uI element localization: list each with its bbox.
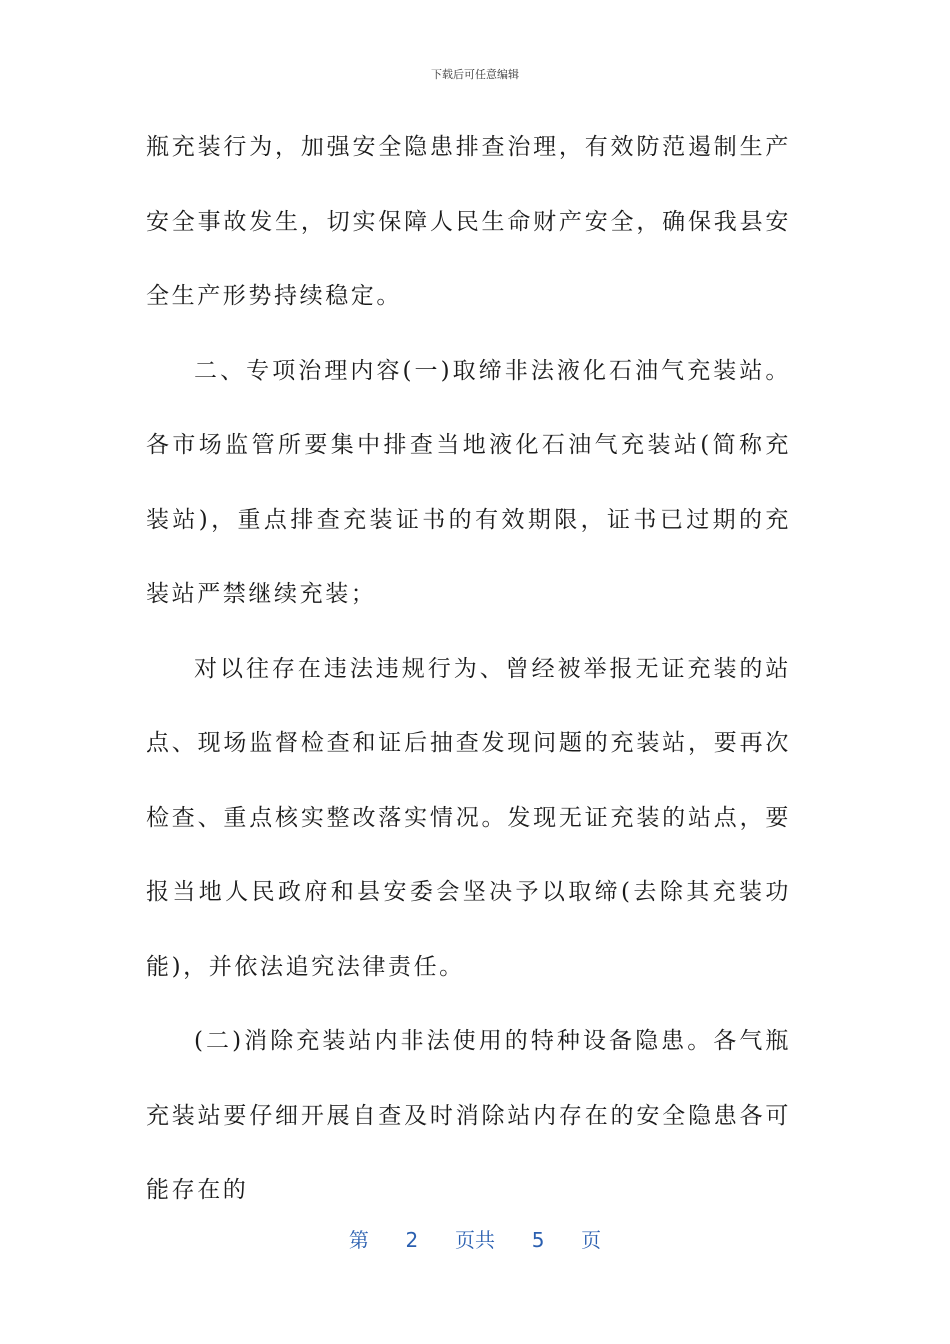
paragraph-3: 对以往存在违法违规行为、曾经被举报无证充装的站点、现场监督检查和证后抽查发现问题的充装站，要再次检查、重点核实整改落实情况。发现无证充装的站点，要报当地人民政府和县安委会坚决予以取缔(去除其充装功能)，并依法追究法律责任。 [146,655,791,980]
footer-middle: 页共 [455,1228,495,1252]
paragraph-2: 二、专项治理内容(一)取缔非法液化石油气充装站。各市场监管所要集中排查当地液化石油气充装站(简称充装站)，重点排查充装证书的有效期限，证书已过期的充装站严禁继续充装； [146,357,791,607]
footer-suffix: 页 [581,1228,602,1252]
paragraph-4: (二)消除充装站内非法使用的特种设备隐患。各气瓶充装站要仔细开展自查及时消除站内存在的安全隐患各可能存在的 [146,1028,791,1203]
page-footer [0,1224,950,1253]
page-header: 下载后可任意编辑 [431,68,519,81]
footer-prefix: 第 [348,1228,369,1252]
footer-total-pages: 5 [531,1228,545,1252]
paragraph-1: 瓶充装行为，加强安全隐患排查治理，有效防范遏制生产安全事故发生，切实保障人民生命财产安全，确保我县安全生产形势持续稳定。 [146,134,791,309]
footer-page-number: 2 [405,1228,419,1252]
document-body [146,110,791,1228]
